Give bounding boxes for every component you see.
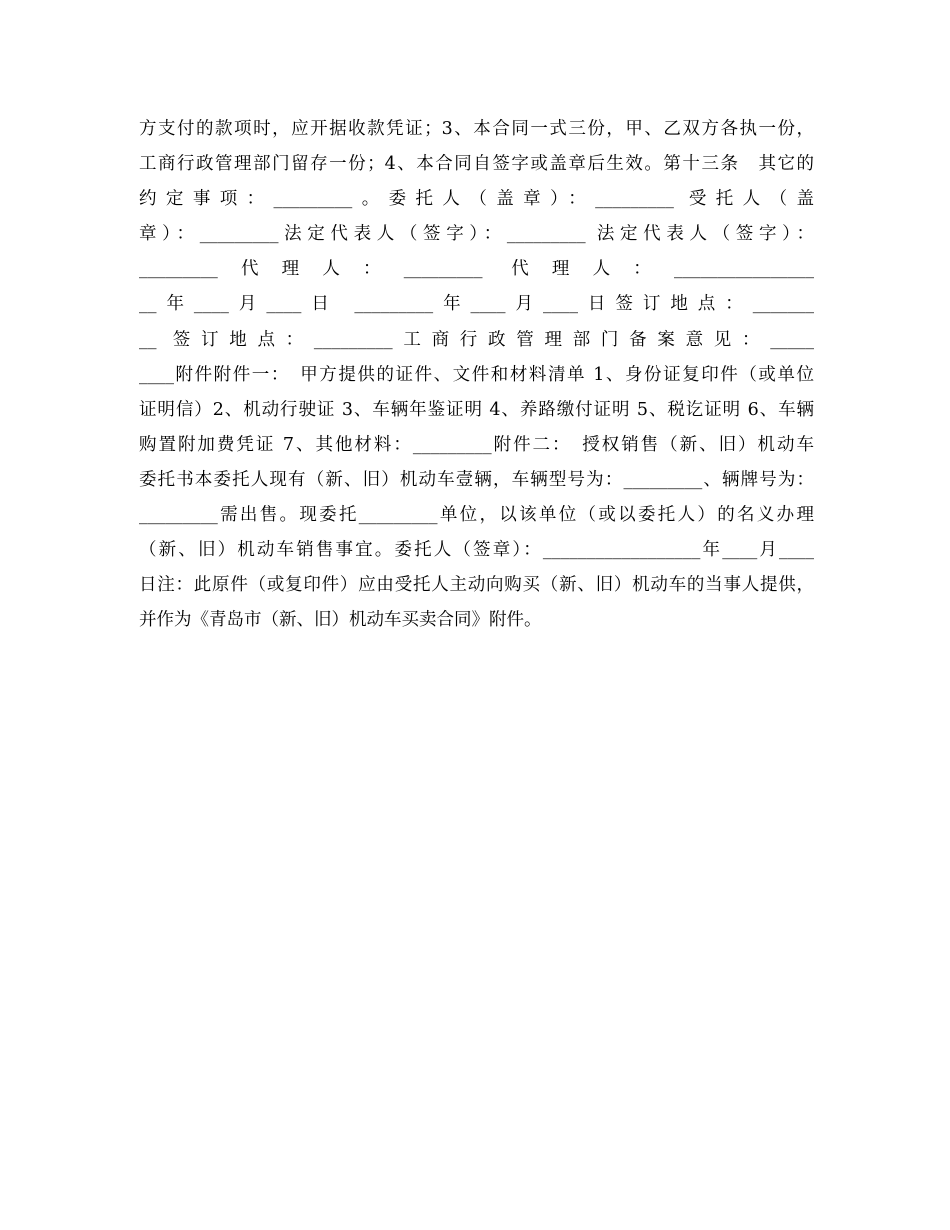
- text-line-13: （新、旧）机动车销售事宜。委托人（签章）：__________________年____月____: [139, 540, 814, 561]
- text-line-12: _________需出售。现委托_________单位，以该单位（或以委托人）的名义办理: [139, 505, 814, 526]
- text-line-4: 章）：_________法定代表人（签字）：_________ 法定代表人（签字）：: [139, 224, 814, 245]
- text-line-9: 证明信）2、机动行驶证 3、车辆年鉴证明 4、养路缴付证明 5、税讫证明 6、车辆: [139, 399, 814, 420]
- contract-text-block: [139, 112, 814, 638]
- text-line-10: 购置附加费凭证 7、其他材料：_________附件二： 授权销售（新、旧）机动车: [139, 434, 814, 455]
- text-line-6: __年____月____日 _________年____月____日签订地点：_______: [139, 294, 814, 315]
- text-line-11: 委托书本委托人现有（新、旧）机动车壹辆，车辆型号为：_________、辆牌号为：: [139, 469, 814, 490]
- text-line-5: _________代理人：_________ 代理人：________________: [139, 259, 814, 280]
- text-line-7: __ 签订地点：_________工商行政管理部门备案意见：_____: [139, 329, 814, 350]
- text-line-3: 约定事项：_________。委托人（盖章）：_________ 受托人（盖: [139, 189, 814, 210]
- text-line-8: ____附件附件一： 甲方提供的证件、文件和材料清单 1、身份证复印件（或单位: [139, 364, 814, 385]
- text-line-15: 并作为《青岛市（新、旧）机动车买卖合同》附件。: [139, 610, 542, 631]
- text-line-1: 方支付的款项时，应开据收款凭证；3、本合同一式三份，甲、乙双方各执一份，: [139, 119, 814, 139]
- text-line-14: 日注：此原件（或复印件）应由受托人主动向购买（新、旧）机动车的当事人提供，: [139, 575, 814, 596]
- text-line-2: 工商行政管理部门留存一份；4、本合同自签字或盖章后生效。第十三条 其它的: [139, 154, 814, 175]
